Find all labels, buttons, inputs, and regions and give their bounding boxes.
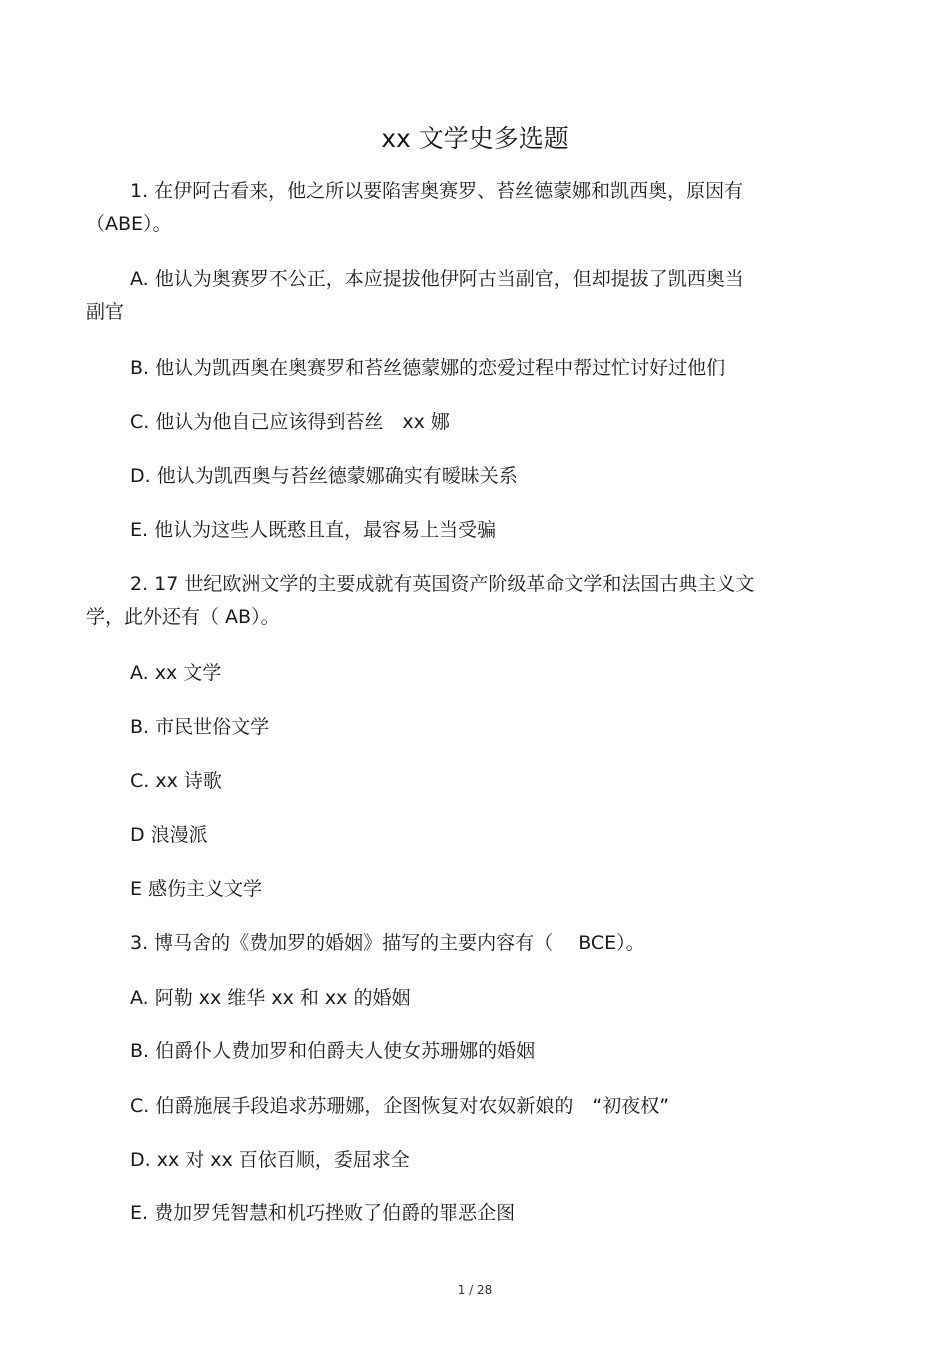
- question-1-option-d: D. 他认为凯西奥与苔丝德蒙娜确实有暧昧关系: [130, 465, 518, 487]
- question-1-option-b: B. 他认为凯西奥在奥赛罗和苔丝德蒙娜的恋爱过程中帮过忙讨好过他们: [130, 357, 726, 379]
- question-3-option-b: B. 伯爵仆人费加罗和伯爵夫人使女苏珊娜的婚姻: [130, 1040, 536, 1062]
- question-3-option-c: C. 伯爵施展手段追求苏珊娜，企图恢复对农奴新娘的 “初夜权”: [130, 1095, 670, 1117]
- question-1-answer: （ABE）。: [86, 213, 172, 235]
- question-2-option-a: A. xx 文学: [130, 662, 222, 684]
- question-1-stem: 1. 在伊阿古看来，他之所以要陷害奥赛罗、苔丝德蒙娜和凯西奥，原因有: [130, 180, 744, 202]
- question-1-option-a-cont: 副官: [86, 301, 125, 323]
- question-3-option-e: E. 费加罗凭智慧和机巧挫败了伯爵的罪恶企图: [130, 1202, 516, 1224]
- question-2-option-c: C. xx 诗歌: [130, 770, 222, 792]
- question-2-option-e: E 感伤主义文学: [130, 878, 263, 900]
- question-1-option-c: C. 他认为他自己应该得到苔丝 xx 娜: [130, 411, 450, 433]
- question-2-stem-cont: 学，此外还有（ AB）。: [86, 606, 280, 628]
- question-1-option-a: A. 他认为奥赛罗不公正，本应提拔他伊阿古当副官，但却提拔了凯西奥当: [130, 268, 744, 290]
- document-title: xx 文学史多选题: [381, 124, 569, 153]
- question-3-option-d: D. xx 对 xx 百依百顺，委屈求全: [130, 1149, 410, 1171]
- question-2-stem: 2. 17 世纪欧洲文学的主要成就有英国资产阶级革命文学和法国古典主义文: [130, 573, 755, 595]
- question-1-option-e: E. 他认为这些人既憨且直，最容易上当受骗: [130, 519, 497, 541]
- question-2-option-d: D 浪漫派: [130, 824, 208, 846]
- question-3-stem: 3. 博马舍的《费加罗的婚姻》描写的主要内容有（ BCE）。: [130, 932, 645, 954]
- page-number: 1 / 28: [457, 1283, 493, 1297]
- question-2-option-b: B. 市民世俗文学: [130, 716, 270, 738]
- question-3-option-a: A. 阿勒 xx 维华 xx 和 xx 的婚姻: [130, 987, 411, 1009]
